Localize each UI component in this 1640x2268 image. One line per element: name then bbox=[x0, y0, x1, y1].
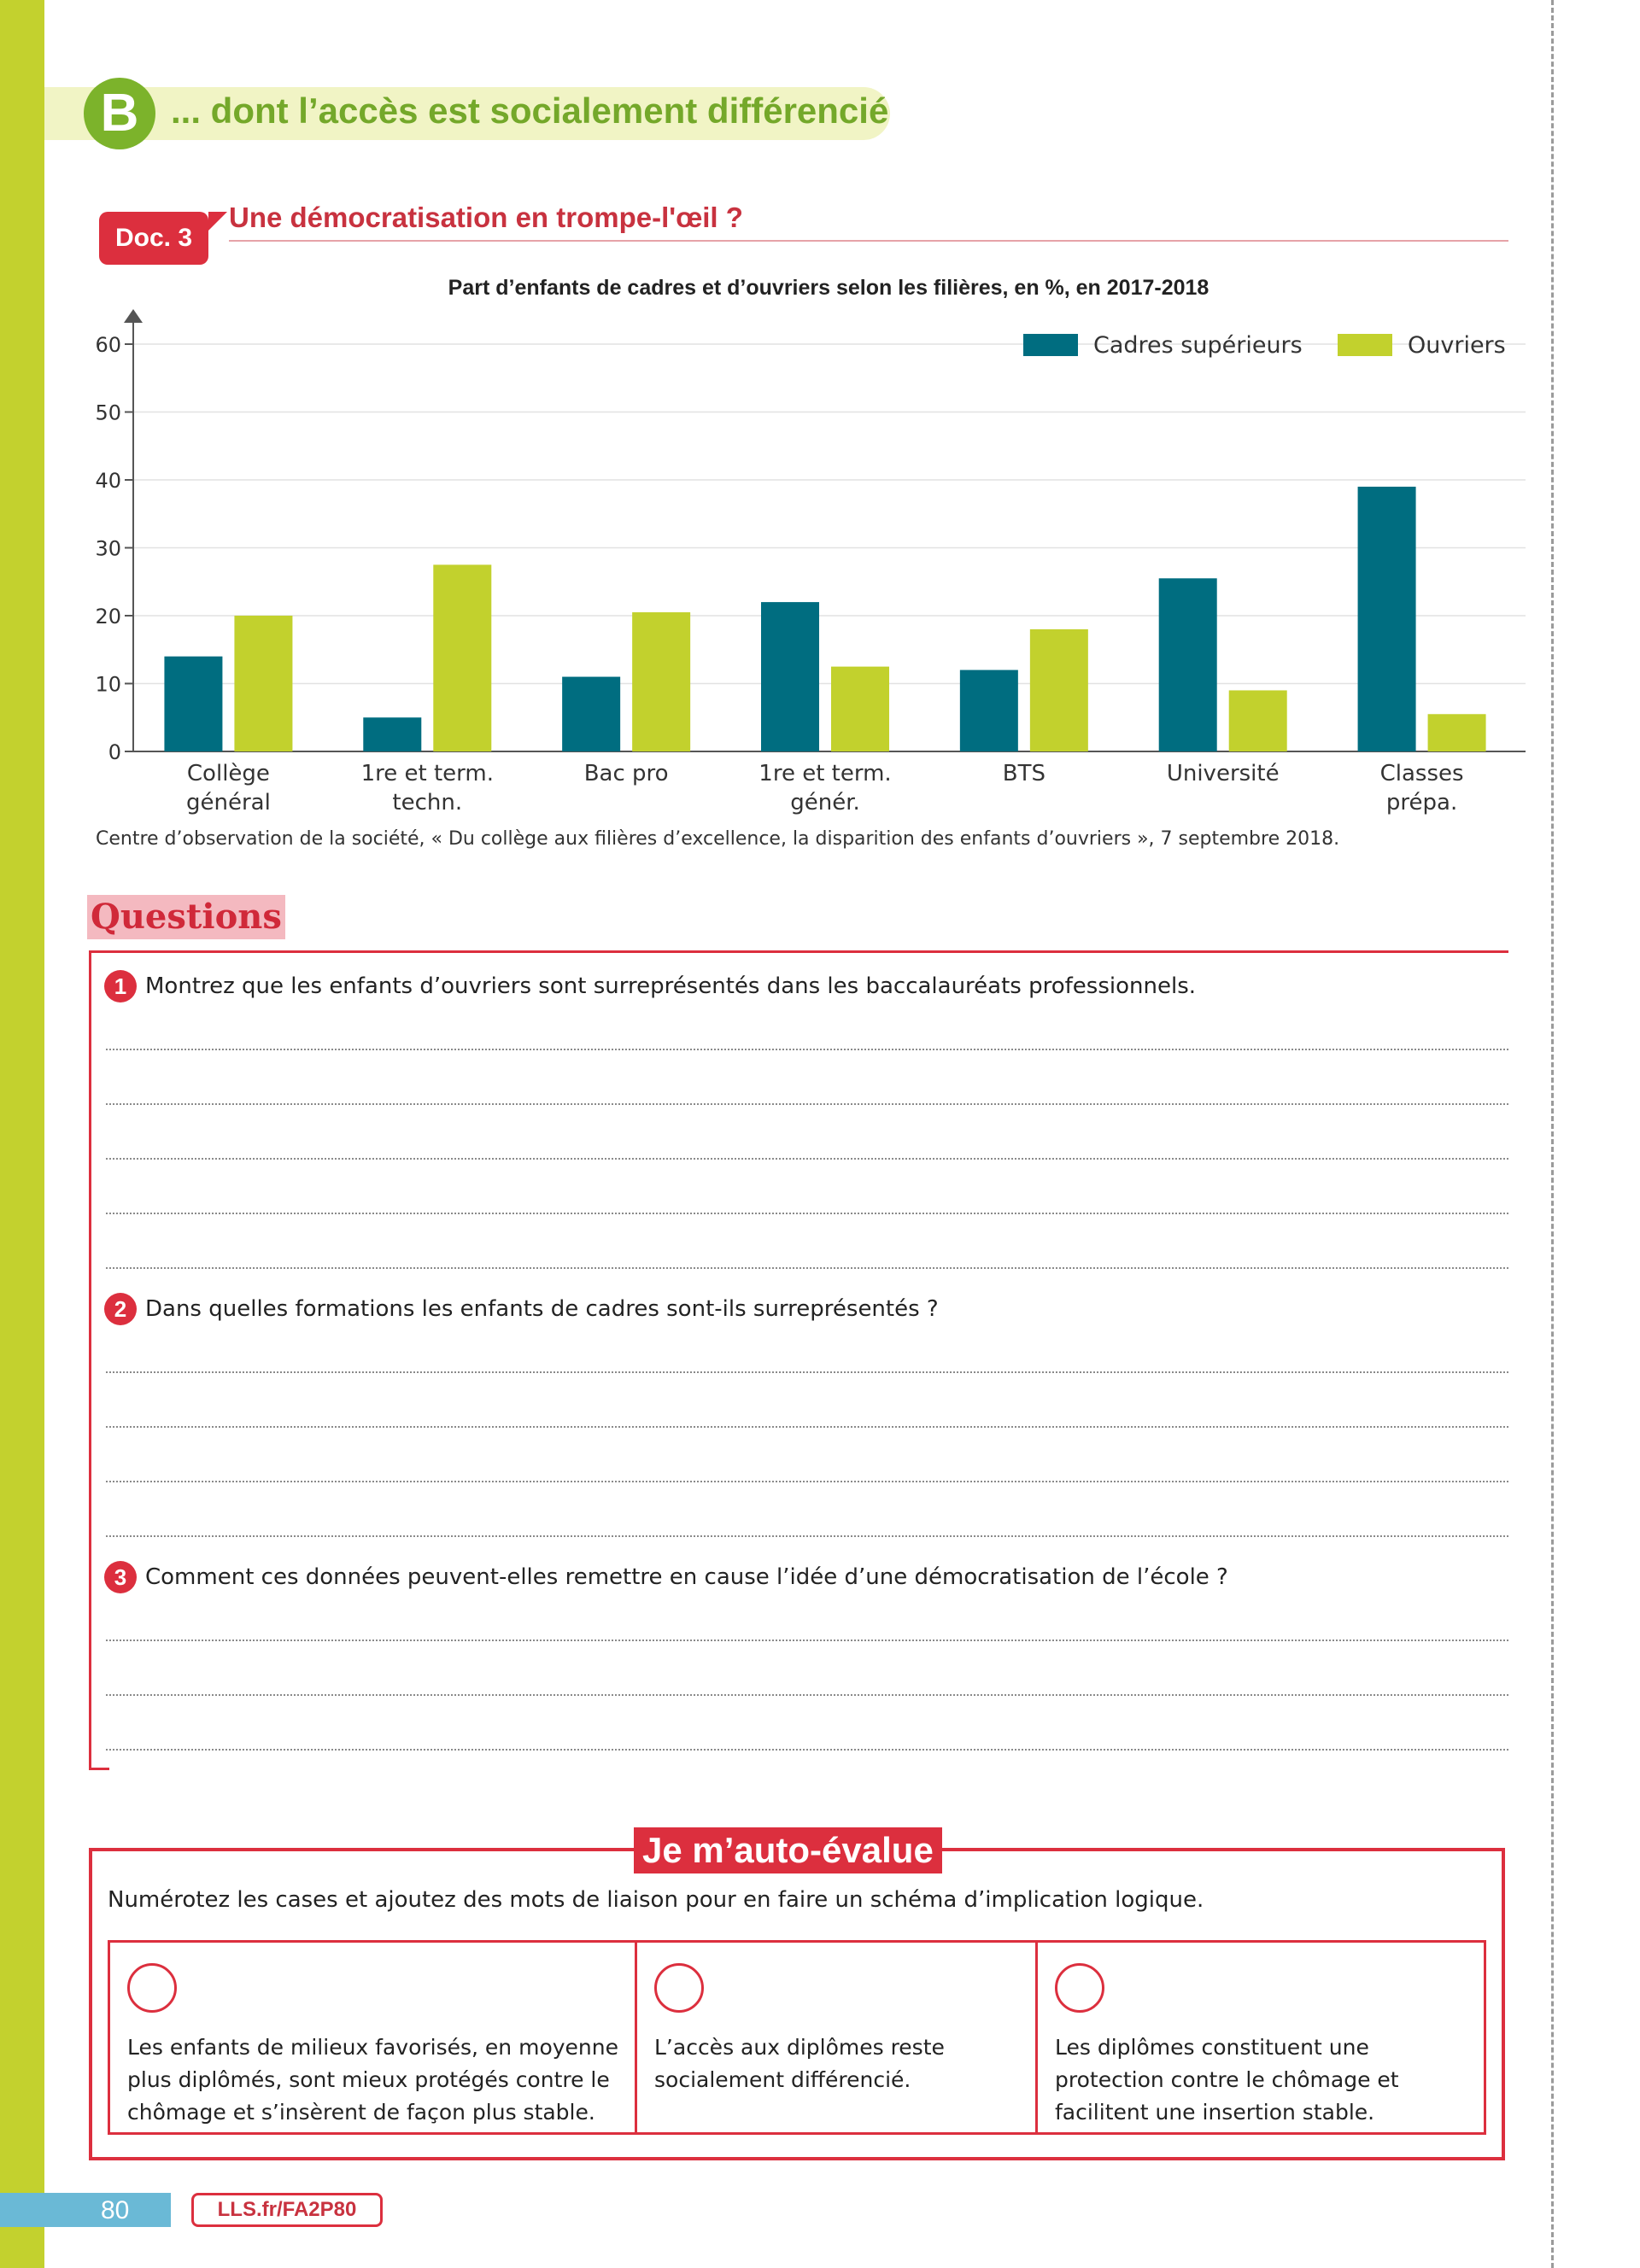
answer-line[interactable] bbox=[106, 1749, 1508, 1751]
page-number: 80 bbox=[101, 2196, 130, 2224]
bar-cadres bbox=[562, 677, 620, 751]
self-eval-card-text: L’accès aux diplômes reste socialement différencié. bbox=[654, 2035, 945, 2092]
legend-swatch bbox=[1023, 334, 1078, 356]
question-2-number: 2 bbox=[104, 1293, 137, 1325]
self-eval-card bbox=[635, 1940, 1038, 2135]
doc-badge-notch bbox=[208, 212, 227, 231]
questions-heading: Questions bbox=[87, 895, 285, 939]
x-tick-label: génér. bbox=[790, 790, 860, 815]
answer-line[interactable] bbox=[106, 1103, 1508, 1105]
self-eval-card-text: Les diplômes constituent une protection contre le chômage et facilitent une insertion stable. bbox=[1055, 2035, 1399, 2125]
resource-link[interactable]: LLS.fr/FA2P80 bbox=[191, 2193, 383, 2227]
answer-line[interactable] bbox=[106, 1535, 1508, 1537]
answer-line[interactable] bbox=[106, 1267, 1508, 1269]
doc-title-rule bbox=[229, 240, 1508, 242]
bar-ouvriers bbox=[234, 616, 292, 751]
x-tick-label: prépa. bbox=[1385, 790, 1458, 815]
question-2-text: Dans quelles formations les enfants de cadres sont-ils surreprésentés ? bbox=[145, 1296, 939, 1322]
number-circle[interactable] bbox=[127, 1963, 177, 2013]
self-eval-instruction: Numérotez les cases et ajoutez des mots de liaison pour en faire un schéma d’implication logique. bbox=[108, 1887, 1204, 1913]
bar-ouvriers bbox=[1428, 714, 1486, 751]
bar-ouvriers bbox=[1229, 690, 1287, 751]
questions-left-border bbox=[89, 950, 91, 1770]
y-axis-arrow bbox=[124, 309, 143, 323]
chart-source: Centre d’observation de la société, « Du collège aux filières d’excellence, la disparition des enfants d’ouvriers », 7 septembre 2018. bbox=[96, 828, 1340, 850]
y-tick-label: 30 bbox=[95, 536, 121, 561]
answer-line[interactable] bbox=[106, 1158, 1508, 1160]
bar-cadres bbox=[363, 717, 421, 751]
x-tick-label: 1re et term. bbox=[360, 761, 494, 786]
doc-title: Une démocratisation en trompe-l'œil ? bbox=[229, 202, 743, 233]
page-cut-line bbox=[1551, 0, 1554, 2268]
question-3-text: Comment ces données peuvent-elles remettre en cause l’idée d’une démocratisation de l’école ? bbox=[145, 1564, 1228, 1590]
questions-bottom-stub bbox=[89, 1768, 109, 1770]
answer-line[interactable] bbox=[106, 1371, 1508, 1373]
self-eval-card bbox=[108, 1940, 637, 2135]
bar-ouvriers bbox=[433, 564, 491, 751]
question-1-number: 1 bbox=[104, 970, 137, 1002]
bar-ouvriers bbox=[831, 667, 889, 751]
section-letter: B bbox=[84, 78, 155, 149]
answer-line[interactable] bbox=[106, 1640, 1508, 1641]
section-title: ... dont l’accès est socialement différencié bbox=[171, 91, 889, 131]
self-eval-card-text: Les enfants de milieux favorisés, en moyenne plus diplômés, sont mieux protégés contre le chômage et s’insèrent de façon plus stable. bbox=[127, 2035, 618, 2125]
number-circle[interactable] bbox=[654, 1963, 704, 2013]
bar-cadres bbox=[1358, 487, 1416, 751]
answer-line[interactable] bbox=[106, 1426, 1508, 1428]
x-tick-label: général bbox=[186, 790, 271, 815]
x-tick-label: Collège bbox=[186, 761, 270, 786]
x-tick-label: Bac pro bbox=[583, 761, 669, 786]
doc-badge: Doc. 3 bbox=[99, 212, 208, 265]
answer-line[interactable] bbox=[106, 1694, 1508, 1696]
answer-line[interactable] bbox=[106, 1049, 1508, 1050]
bar-cadres bbox=[761, 602, 819, 751]
y-tick-label: 60 bbox=[95, 333, 121, 357]
bar-cadres bbox=[1159, 578, 1217, 751]
x-tick-label: techn. bbox=[392, 790, 463, 815]
y-tick-label: 10 bbox=[95, 672, 121, 697]
legend-swatch bbox=[1338, 334, 1392, 356]
x-tick-label: 1re et term. bbox=[758, 761, 892, 786]
chart-title: Part d’enfants de cadres et d’ouvriers selon les filières, en %, en 2017-2018 bbox=[448, 276, 1210, 300]
x-tick-label: Université bbox=[1166, 761, 1280, 786]
answer-line[interactable] bbox=[106, 1213, 1508, 1214]
self-eval-card bbox=[1035, 1940, 1486, 2135]
page-number-bar bbox=[0, 2193, 171, 2227]
y-tick-label: 50 bbox=[95, 400, 121, 425]
left-margin-bar bbox=[0, 0, 44, 2268]
x-tick-label: Classes bbox=[1379, 761, 1464, 786]
question-1-text: Montrez que les enfants d’ouvriers sont surreprésentés dans les baccalauréats professionnels. bbox=[145, 973, 1196, 999]
y-tick-label: 40 bbox=[95, 469, 121, 493]
questions-top-border bbox=[89, 950, 1508, 953]
bar-cadres bbox=[960, 670, 1018, 751]
bar-ouvriers bbox=[632, 612, 690, 751]
legend-label: Cadres supérieurs bbox=[1093, 332, 1303, 359]
legend-label: Ouvriers bbox=[1408, 332, 1506, 359]
bar-chart bbox=[77, 256, 1529, 820]
x-tick-label: BTS bbox=[1002, 761, 1046, 786]
bar-cadres bbox=[164, 657, 222, 751]
number-circle[interactable] bbox=[1055, 1963, 1104, 2013]
self-eval-title: Je m’auto-évalue bbox=[634, 1827, 942, 1873]
answer-line[interactable] bbox=[106, 1481, 1508, 1482]
y-tick-label: 0 bbox=[108, 740, 121, 764]
y-tick-label: 20 bbox=[95, 605, 121, 628]
question-3-number: 3 bbox=[104, 1561, 137, 1593]
bar-ouvriers bbox=[1030, 629, 1088, 751]
